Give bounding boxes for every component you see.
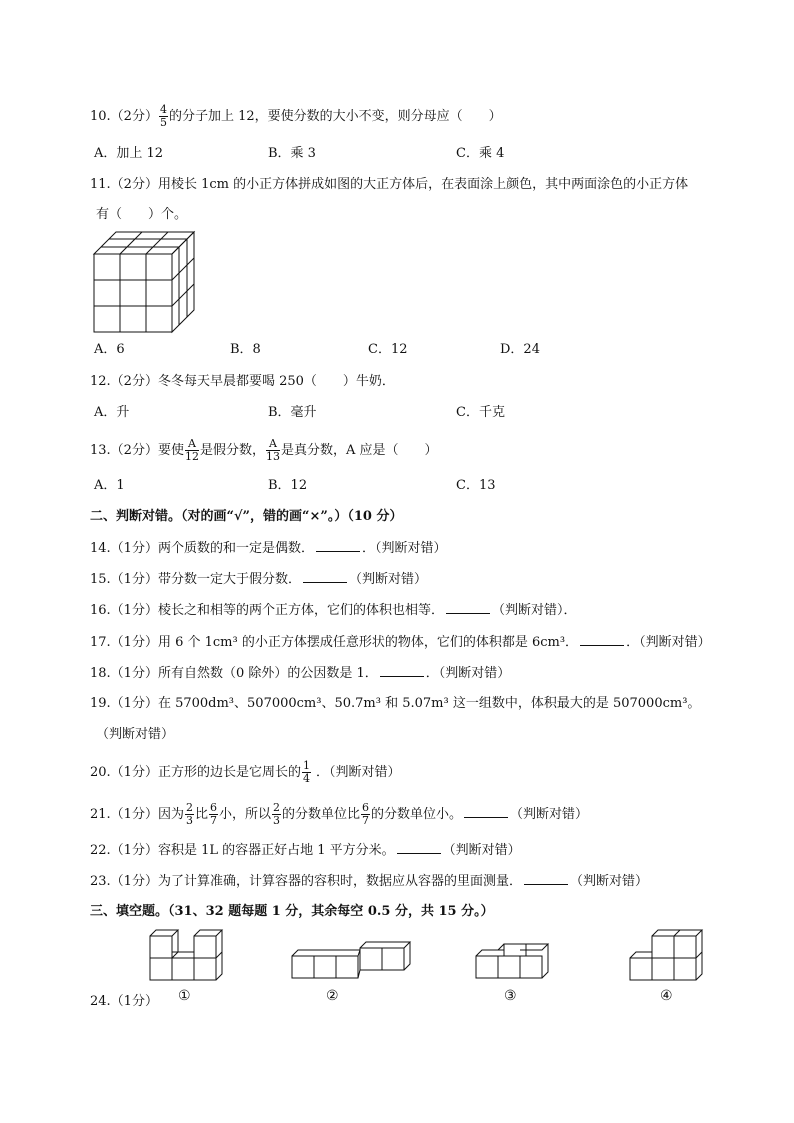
q12-option-a[interactable]: A．升 bbox=[94, 405, 130, 420]
q12-option-c[interactable]: C．千克 bbox=[456, 405, 505, 420]
fraction bbox=[159, 104, 168, 129]
q-tail: ．（判断对错） bbox=[315, 765, 401, 780]
q21 bbox=[90, 802, 588, 827]
q19-line2: （判断对错） bbox=[96, 727, 175, 742]
cube-figure bbox=[92, 230, 204, 334]
fraction bbox=[361, 802, 370, 827]
figure-label: ① bbox=[178, 988, 191, 1004]
q14 bbox=[90, 539, 446, 558]
fraction bbox=[266, 438, 280, 463]
q-text: 16.（1分）棱长之和相等的两个正方体，它们的体积也相等． bbox=[90, 603, 444, 618]
frac-num: 2 bbox=[185, 801, 193, 814]
frac-den: 5 bbox=[159, 116, 167, 129]
q11-option-b[interactable]: B．8 bbox=[230, 342, 261, 357]
frac-num: 2 bbox=[272, 801, 280, 814]
q13-option-c[interactable]: C．13 bbox=[456, 478, 496, 493]
figure-4 bbox=[628, 928, 708, 984]
q-tail: （判断对错） bbox=[348, 572, 427, 587]
q11-option-d[interactable]: D．24 bbox=[500, 342, 540, 357]
answer-blank[interactable] bbox=[397, 841, 441, 854]
q-text: 比 bbox=[194, 807, 208, 822]
frac-den: 3 bbox=[185, 814, 193, 827]
q-text: 15.（1分）带分数一定大于假分数． bbox=[90, 572, 301, 587]
fraction bbox=[185, 438, 199, 463]
q24-number: 24.（1分） bbox=[90, 994, 158, 1009]
figure-label: ④ bbox=[660, 988, 673, 1004]
section-heading: 二、判断对错。（对的画“√”，错的画“×”。）（10 分） bbox=[90, 509, 403, 524]
answer-blank[interactable] bbox=[580, 633, 624, 646]
q10 bbox=[90, 104, 502, 129]
q17 bbox=[90, 633, 711, 652]
frac-den: 7 bbox=[362, 814, 369, 827]
q10-option-c[interactable]: C．乘 4 bbox=[456, 146, 505, 161]
frac-num: A bbox=[185, 438, 199, 451]
answer-blank[interactable] bbox=[303, 570, 347, 583]
q12-option-b[interactable]: B．毫升 bbox=[268, 405, 317, 420]
q22 bbox=[90, 841, 521, 860]
q-text: 17.（1分）用 6 个 1cm³ 的小正方体摆成任意形状的物体，它们的体积都是 6cm³． bbox=[90, 635, 579, 650]
q-text: 是真分数，A 应是（ ） bbox=[280, 443, 438, 458]
q13-option-a[interactable]: A．1 bbox=[94, 478, 125, 493]
section-heading: 三、填空题。（31、32 题每题 1 分，其余每空 0.5 分，共 15 分。） bbox=[90, 904, 494, 919]
q-text: 22.（1分）容积是 1L 的容器正好占地 1 平方分米。 bbox=[90, 843, 395, 858]
q-tail: （判断对错） bbox=[442, 843, 521, 858]
q-text: 的分数单位小。 bbox=[371, 807, 463, 822]
fraction bbox=[209, 802, 218, 827]
q-tail: （判断对错） bbox=[510, 807, 589, 822]
frac-den: 4 bbox=[302, 772, 310, 785]
q12: 12.（2分）冬冬每天早晨都要喝 250（ ）牛奶． bbox=[90, 374, 395, 389]
q-text: 14.（1分）两个质数的和一定是偶数． bbox=[90, 541, 314, 556]
answer-blank[interactable] bbox=[464, 805, 508, 818]
q10-option-b[interactable]: B．乘 3 bbox=[268, 146, 316, 161]
frac-den: 12 bbox=[184, 450, 199, 463]
q15 bbox=[90, 570, 427, 589]
q-text: 的分数单位比 bbox=[281, 807, 360, 822]
q-text: 13.（2分）要使 bbox=[90, 443, 184, 458]
q-text: 23.（1分）为了计算准确，计算容器的容积时，数据应从容器的里面测量． bbox=[90, 874, 522, 889]
answer-blank[interactable] bbox=[380, 664, 424, 677]
q13 bbox=[90, 438, 438, 463]
frac-den: 3 bbox=[272, 814, 280, 827]
fraction bbox=[302, 760, 311, 785]
q-tail: （判断对错）． bbox=[491, 603, 577, 618]
q-text: 20.（1分）正方形的边长是它周长的 bbox=[90, 765, 301, 780]
q-tail: ．（判断对错） bbox=[361, 541, 447, 556]
q-number: 10.（2分） bbox=[90, 109, 158, 124]
answer-blank[interactable] bbox=[316, 539, 360, 552]
frac-num: 1 bbox=[302, 759, 310, 772]
frac-num: A bbox=[266, 438, 280, 451]
q10-option-a[interactable]: A．加上 12 bbox=[94, 146, 164, 161]
frac-num: 6 bbox=[209, 801, 217, 814]
q20 bbox=[90, 760, 400, 785]
frac-num: 6 bbox=[362, 801, 369, 814]
q-text: 21.（1分）因为 bbox=[90, 807, 184, 822]
q19-line1: 19.（1分）在 5700dm³、507000cm³、50.7m³ 和 5.07m³ 这一组数中，体积最大的是 507000cm³。 bbox=[90, 696, 701, 711]
q-text: 18.（1分）所有自然数（0 除外）的公因数是 1． bbox=[90, 666, 378, 681]
figure-3 bbox=[474, 940, 554, 982]
figure-label: ② bbox=[326, 988, 339, 1004]
q18 bbox=[90, 664, 510, 683]
frac-num: 4 bbox=[159, 103, 167, 116]
figure-1 bbox=[148, 928, 226, 984]
q11-option-c[interactable]: C．12 bbox=[368, 342, 408, 357]
figure-2 bbox=[290, 940, 414, 982]
q-tail: ．（判断对错） bbox=[626, 635, 711, 650]
fraction bbox=[185, 802, 194, 827]
q-text: 小，所以 bbox=[218, 807, 271, 822]
q-text: 的分子加上 12，要使分数的大小不变，则分母应（ ） bbox=[168, 109, 502, 124]
q23 bbox=[90, 872, 648, 891]
figure-label: ③ bbox=[504, 988, 517, 1004]
answer-blank[interactable] bbox=[446, 601, 490, 614]
frac-den: 13 bbox=[265, 450, 280, 463]
q-text: 是假分数， bbox=[199, 443, 265, 458]
answer-blank[interactable] bbox=[524, 872, 568, 885]
q16 bbox=[90, 601, 576, 620]
q-tail: （判断对错） bbox=[569, 874, 648, 889]
frac-den: 7 bbox=[209, 814, 217, 827]
q13-option-b[interactable]: B．12 bbox=[268, 478, 308, 493]
q-tail: ．（判断对错） bbox=[425, 666, 511, 681]
q11-line1: 11.（2分）用棱长 1cm 的小正方体拼成如图的大正方体后，在表面涂上颜色，其中两面涂色的小正方体 bbox=[90, 177, 689, 192]
fraction bbox=[272, 802, 281, 827]
q11-line2: 有（ ）个。 bbox=[96, 207, 188, 222]
q11-option-a[interactable]: A．6 bbox=[94, 342, 125, 357]
